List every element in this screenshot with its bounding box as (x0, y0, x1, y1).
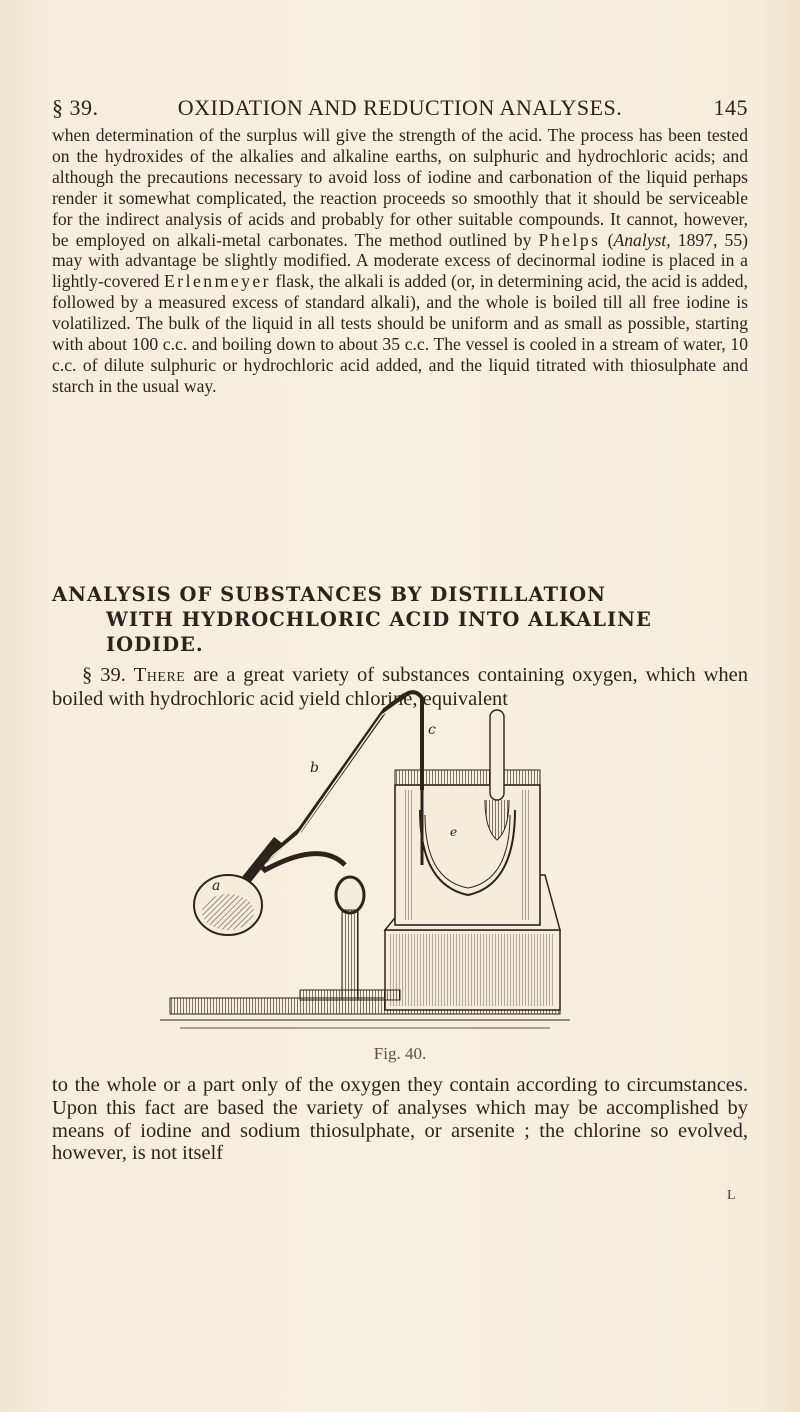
header-section-number: § 39. (52, 95, 99, 120)
header-title: OXIDATION AND REDUCTION ANALYSES. (177, 95, 623, 120)
ring-stand (260, 854, 400, 1000)
receiving-vessel (395, 770, 540, 925)
author-name: Phelps (538, 229, 601, 250)
paragraph-1-part-b: 1897, 55) may with advantage be slightly modified. A moderate excess of decinormal iodine is placed in a lightly-covered (52, 229, 748, 292)
paragraph-1-part-a: when determination of the surplus will give the strength of the acid. The process has been tested on the hydroxides of the alkalies and alkaline earths, on sulphuric and hydrochloric acids; and although the precautions necessary to avoid loss of iodine and carbonation of the liquid perhaps render it somewhat complicated, the reaction proceeds so smoothly that it should be serviceable for the indirect analysis of acids and probably for other suitable compounds. It cannot, however, be employed on alkali-metal carbonates. The method outlined by (52, 125, 748, 250)
paragraph-2-text: are a great variety of substances containing oxygen, which when boiled with hydrochloric acid yield chlorine, equivalent (52, 664, 749, 710)
heading-line-1: ANALYSIS OF SUBSTANCES BY DISTILLATION (52, 583, 606, 606)
figure-label-b: b (310, 760, 319, 776)
section-reference: § 39. (82, 664, 126, 686)
figure-label-a: a (212, 878, 221, 894)
paragraph-1-part-c: flask, the alkali is added (or, in determining acid, the acid is added, followed by a measured excess of standard alkali), and the whole is boiled till all free iodine is volatilized. The bulk of the liquid in all tests should be uniform and as small as possible, starting with about 100 c.c. and boiling down to about 35 c.c. The vessel is cooled in a stream of water, 10 c.c. of dilute sulphuric or hydrochloric acid added, and the liquid titrated with thiosulphate and starch in the usual way. (52, 271, 748, 396)
heading-line-2: WITH HYDROCHLORIC ACID INTO ALKALINE (106, 608, 652, 631)
paragraph-1 (52, 125, 748, 397)
lead-word: There (133, 664, 186, 686)
page-number: 145 (713, 95, 748, 120)
citation-open: ( (600, 229, 614, 250)
journal-name: Analyst, (613, 229, 671, 250)
figure-label-e: e (450, 825, 458, 839)
distillation-apparatus-illustration (150, 690, 620, 1050)
paragraph-3: to the whole or a part only of the oxygen they contain according to circumstances. Upon this fact are based the variety of analyses which may be accomplished by means of iodine and sodium thiosulphate, or arsenite ; the chlorine so evolved, however, is not itself (52, 1074, 748, 1165)
flask-name: Erlenmeyer (163, 271, 272, 292)
signature-mark: L (727, 1188, 736, 1203)
paragraph-1-text (52, 125, 748, 397)
figure-label-c: c (428, 722, 436, 738)
boiling-flask (194, 840, 278, 935)
figure-caption: Fig. 40. (373, 1044, 427, 1063)
heading-line-3: IODIDE. (106, 633, 204, 656)
section-heading (52, 582, 752, 657)
